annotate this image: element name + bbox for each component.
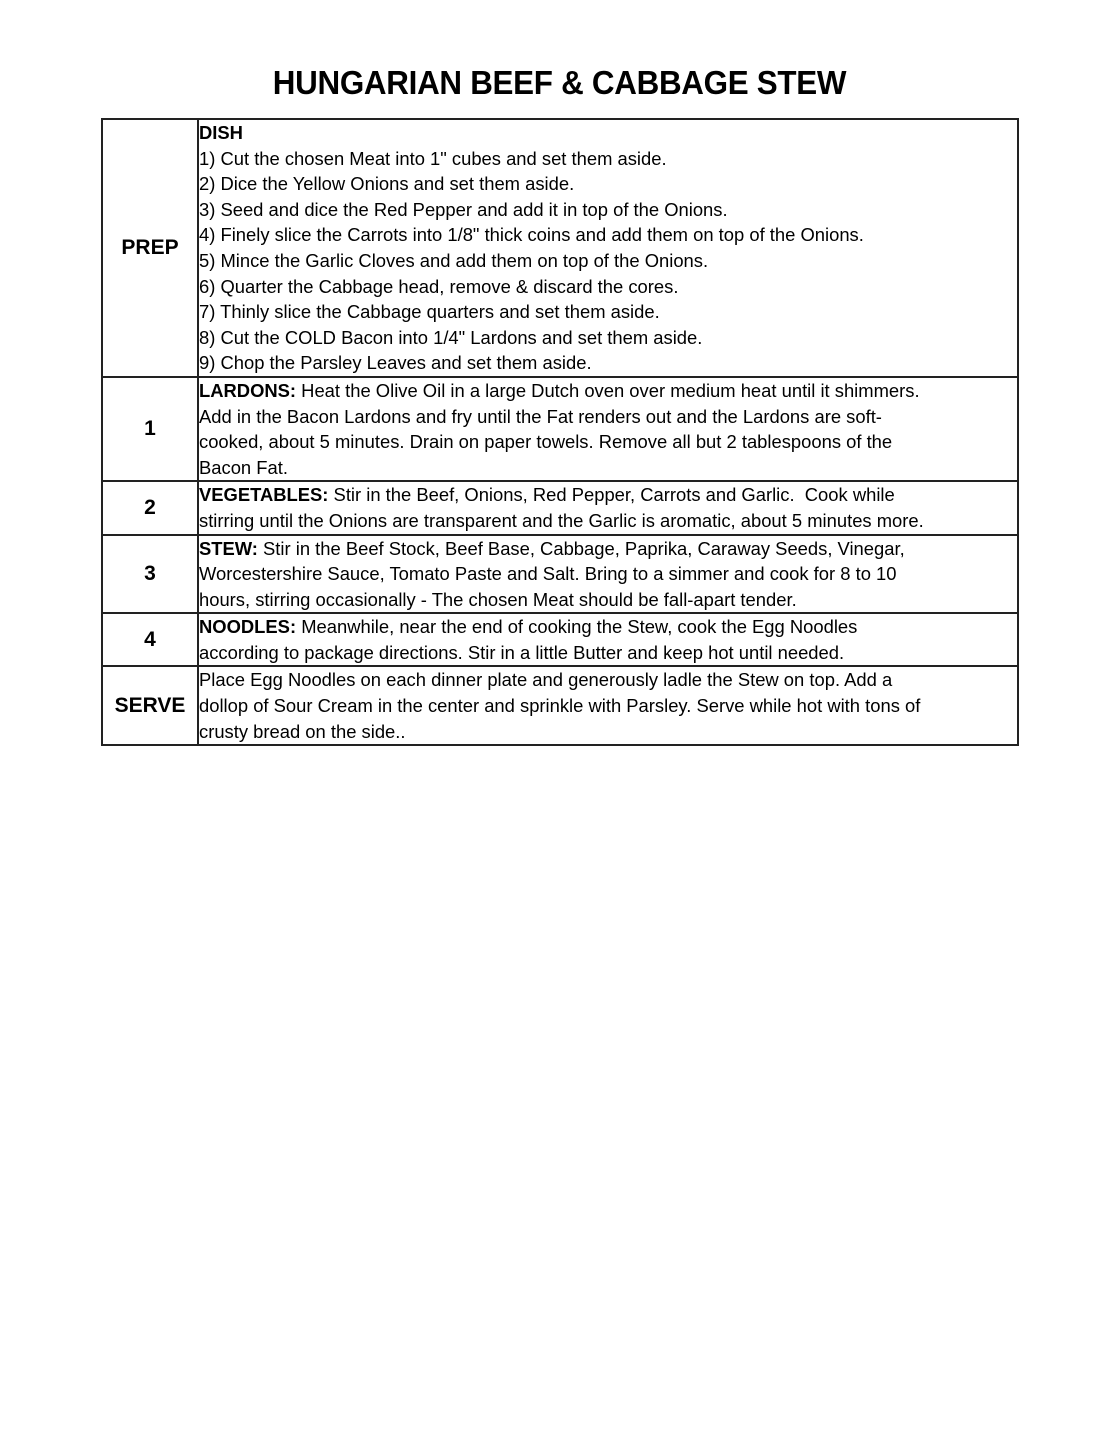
prep-step: 2) Dice the Yellow Onions and set them aside. bbox=[199, 173, 575, 195]
prep-step: 6) Quarter the Cabbage head, remove & discard the cores. bbox=[199, 275, 679, 297]
serve-text: crusty bread on the side.. bbox=[199, 720, 406, 742]
step-text: according to package directions. Stir in a little Butter and keep hot until needed. bbox=[199, 641, 845, 663]
prep-step: 4) Finely slice the Carrots into 1/8" thick coins and add them on top of the Onions. bbox=[199, 224, 864, 246]
serve-text: Place Egg Noodles on each dinner plate and generously ladle the Stew on top. Add a bbox=[199, 669, 893, 691]
prep-step: 7) Thinly slice the Cabbage quarters and set them aside. bbox=[199, 301, 660, 323]
step-text: Bacon Fat. bbox=[199, 456, 288, 478]
step-content bbox=[198, 481, 1018, 534]
prep-step: 3) Seed and dice the Red Pepper and add it in top of the Onions. bbox=[199, 198, 728, 220]
row-label-step: 1 bbox=[102, 377, 198, 481]
prep-heading: DISH bbox=[199, 122, 243, 143]
prep-step: 8) Cut the COLD Bacon into 1/4" Lardons and set them aside. bbox=[199, 326, 703, 348]
prep-row bbox=[102, 119, 1018, 377]
row-label-step: 2 bbox=[102, 481, 198, 534]
serve-row bbox=[102, 666, 1018, 745]
step-text: Meanwhile, near the end of cooking the Stew, cook the Egg Noodles bbox=[296, 616, 858, 638]
recipe-title: HUNGARIAN BEEF & CABBAGE STEW bbox=[272, 64, 847, 101]
recipe-table bbox=[101, 118, 1019, 746]
step-text: Stir in the Beef, Onions, Red Pepper, Carrots and Garlic. Cook while bbox=[328, 484, 895, 506]
step-row-1 bbox=[102, 377, 1018, 481]
step-row-3 bbox=[102, 535, 1018, 614]
row-label-step: 3 bbox=[102, 535, 198, 614]
step-text: Add in the Bacon Lardons and fry until the Fat renders out and the Lardons are soft- bbox=[199, 405, 882, 427]
prep-content bbox=[198, 119, 1018, 377]
row-label-serve: SERVE bbox=[102, 666, 198, 745]
prep-step: 5) Mince the Garlic Cloves and add them on top of the Onions. bbox=[199, 249, 709, 271]
step-text: Worcestershire Sauce, Tomato Paste and Salt. Bring to a simmer and cook for 8 to 10 bbox=[199, 563, 897, 585]
row-label-prep: PREP bbox=[102, 119, 198, 377]
step-text: cooked, about 5 minutes. Drain on paper towels. Remove all but 2 tablespoons of the bbox=[199, 431, 893, 453]
row-label-step: 4 bbox=[102, 613, 198, 666]
step-heading: NOODLES: bbox=[199, 616, 297, 638]
step-heading: VEGETABLES: bbox=[199, 484, 329, 506]
serve-text: dollop of Sour Cream in the center and sprinkle with Parsley. Serve while hot with tons of bbox=[199, 695, 921, 717]
step-heading: STEW: bbox=[199, 537, 258, 559]
prep-step: 9) Chop the Parsley Leaves and set them aside. bbox=[199, 352, 592, 374]
step-content bbox=[198, 377, 1018, 481]
step-row-4 bbox=[102, 613, 1018, 666]
step-row-2 bbox=[102, 481, 1018, 534]
step-text: hours, stirring occasionally - The chosen Meat should be fall-apart tender. bbox=[199, 588, 797, 610]
step-text: Heat the Olive Oil in a large Dutch oven over medium heat until it shimmers. bbox=[296, 379, 920, 401]
serve-content bbox=[198, 666, 1018, 745]
step-heading: LARDONS: bbox=[199, 379, 297, 401]
step-content bbox=[198, 535, 1018, 614]
step-text: Stir in the Beef Stock, Beef Base, Cabbage, Paprika, Caraway Seeds, Vinegar, bbox=[257, 537, 905, 559]
step-content bbox=[198, 613, 1018, 666]
prep-step: 1) Cut the chosen Meat into 1" cubes and set them aside. bbox=[199, 147, 667, 169]
step-text: stirring until the Onions are transparent and the Garlic is aromatic, about 5 minutes more. bbox=[199, 509, 924, 531]
